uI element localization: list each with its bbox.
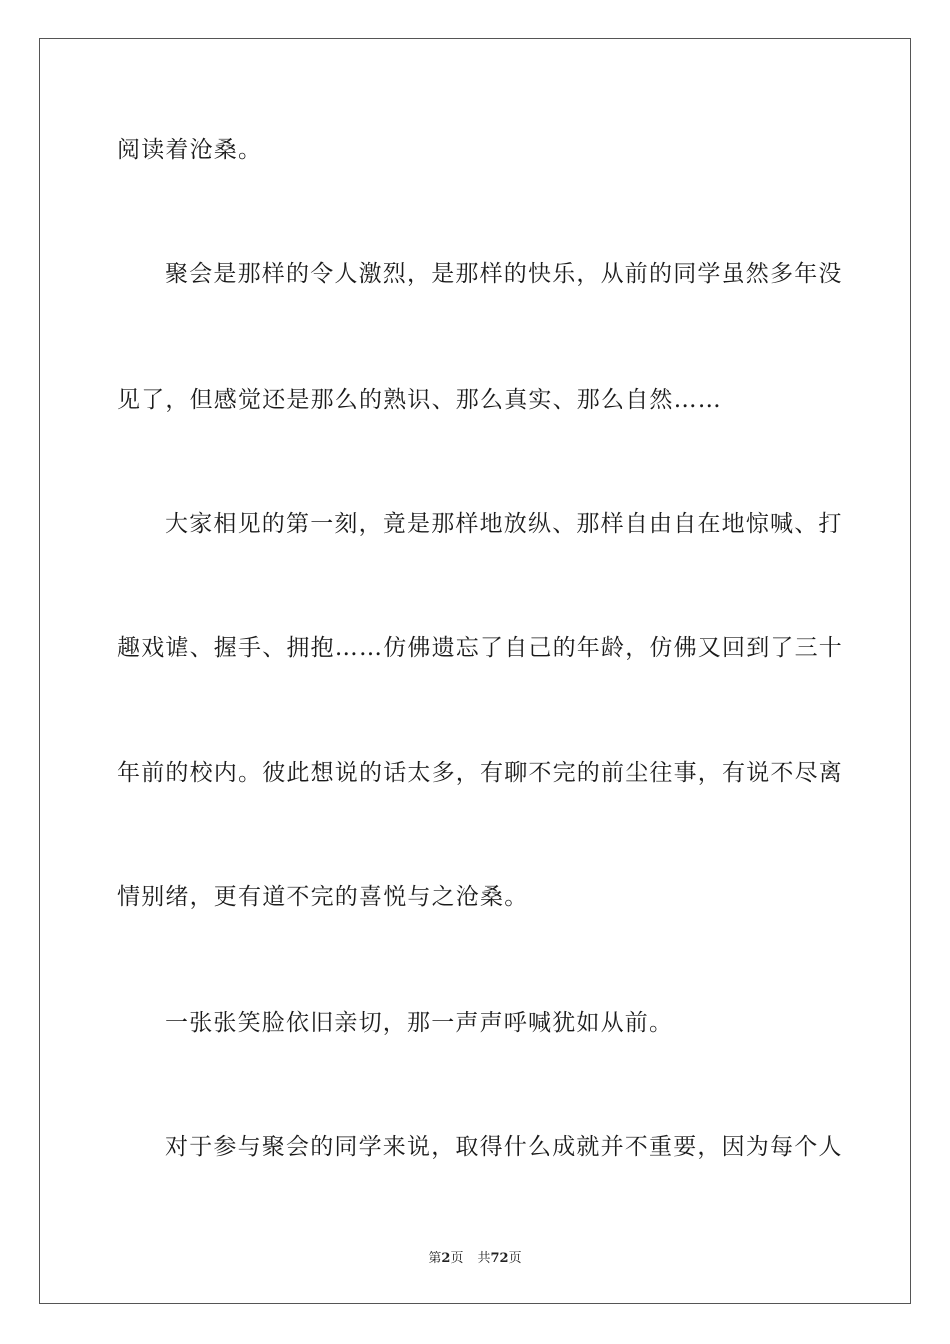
text-line-3: 见了，但感觉还是那么的熟识、那么真实、那么自然……	[117, 387, 722, 413]
total-prefix: 共	[477, 1251, 491, 1266]
text-line-5: 趣戏谑、握手、拥抱……仿佛遗忘了自己的年龄，仿佛又回到了三十	[117, 635, 843, 661]
text-line-7: 情别绪，更有道不完的喜悦与之沧桑。	[117, 884, 529, 910]
page-prefix: 第	[428, 1251, 442, 1266]
total-pages: 72	[490, 1251, 509, 1266]
page-frame	[39, 38, 911, 1304]
total-suffix: 页	[508, 1251, 522, 1266]
text-line-2: 聚会是那样的令人激烈，是那样的快乐，从前的同学虽然多年没	[165, 261, 843, 287]
text-line-6: 年前的校内。彼此想说的话太多，有聊不完的前尘往事，有说不尽离	[117, 760, 843, 786]
page-footer	[0, 1247, 950, 1266]
text-line-9: 对于参与聚会的同学来说，取得什么成就并不重要，因为每个人	[165, 1134, 843, 1160]
page-suffix: 页	[450, 1251, 464, 1266]
page-number: 2	[441, 1251, 451, 1266]
text-line-1: 阅读着沧桑。	[117, 137, 263, 163]
text-line-4: 大家相见的第一刻，竟是那样地放纵、那样自由自在地惊喊、打	[165, 511, 843, 537]
text-line-8: 一张张笑脸依旧亲切，那一声声呼喊犹如从前。	[165, 1010, 674, 1036]
